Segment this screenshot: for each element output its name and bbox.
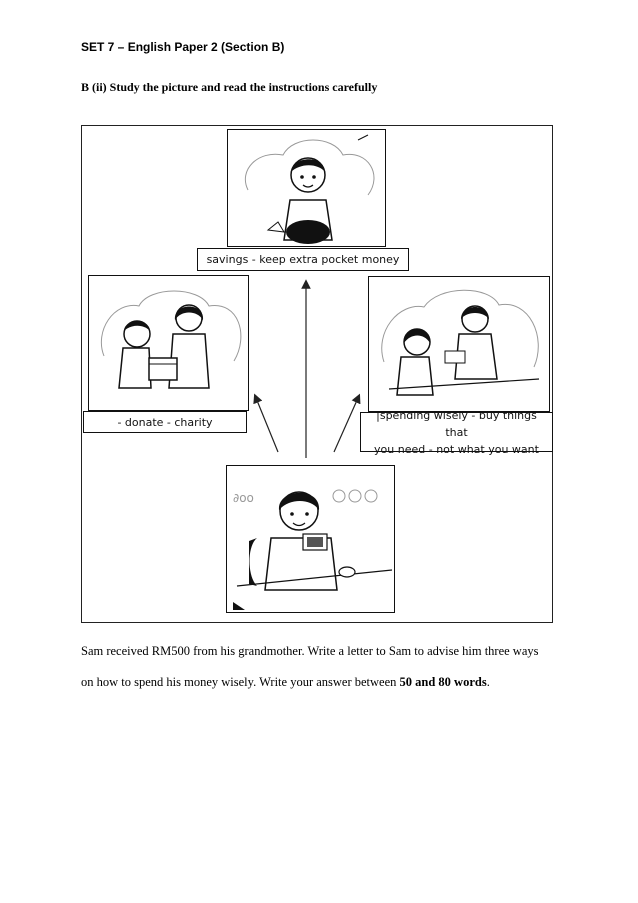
boy-piggy-bank-icon <box>228 130 386 247</box>
question-line-1: Sam received RM500 from his grandmother. Write a letter to Sam to advise him three ways <box>81 644 539 658</box>
question-line-2-suffix: . <box>486 675 490 689</box>
donate-label: - donate - charity <box>83 411 247 433</box>
donate-illustration <box>88 275 249 411</box>
savings-label: savings - keep extra pocket money <box>197 248 409 271</box>
boy-holding-banknote-icon <box>227 466 395 613</box>
savings-illustration <box>227 129 386 247</box>
instruction-text: B (ii) Study the picture and read the instructions carefully <box>81 80 378 94</box>
spending-label-line1: |spending wisely - buy things that <box>376 408 537 439</box>
children-donating-icon <box>89 276 249 411</box>
question-line-2 <box>81 675 490 690</box>
spending-illustration <box>368 276 550 412</box>
question-line-2-prefix: on how to spend his money wisely. Write your answer between <box>81 675 400 689</box>
word-count-range: 50 and 80 words <box>399 675 487 689</box>
arrow-up-left <box>256 398 278 452</box>
arrow-up-right <box>334 398 358 452</box>
page-header: SET 7 – English Paper 2 (Section B) <box>81 40 285 54</box>
svg-text:∂oo: ∂oo <box>233 491 254 505</box>
children-shopping-icon <box>369 277 550 412</box>
spending-label <box>360 408 553 456</box>
boy-with-money-illustration <box>226 465 395 613</box>
spending-label-line2: you need - not what you want <box>374 442 539 456</box>
